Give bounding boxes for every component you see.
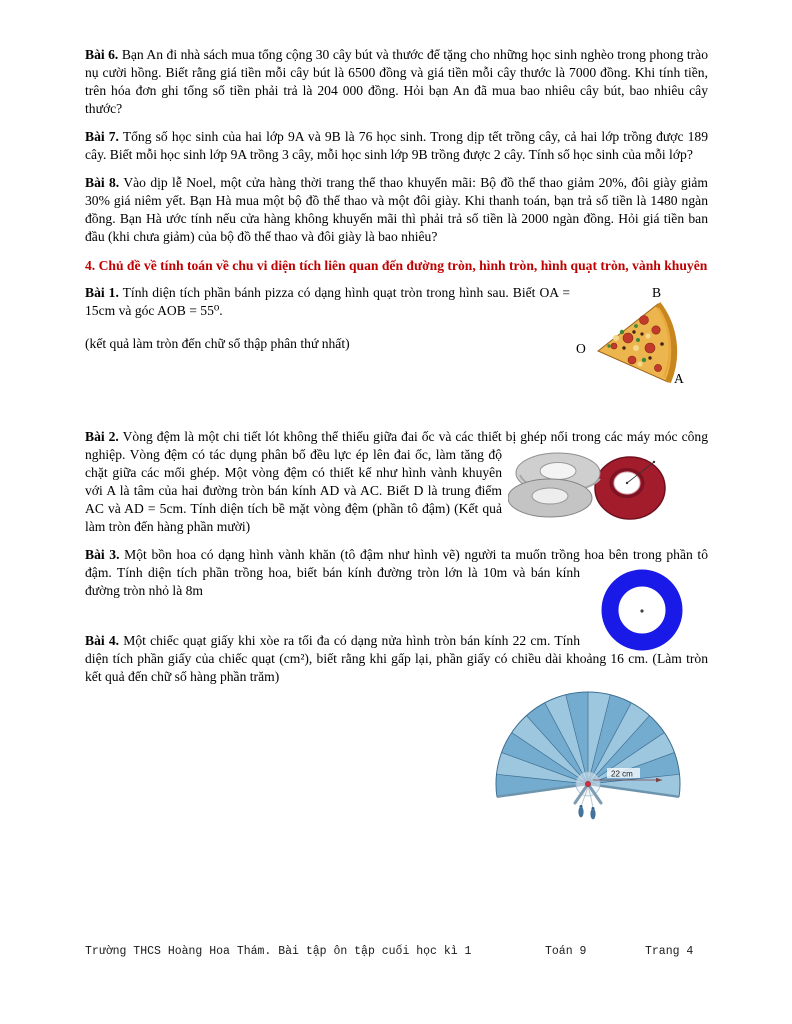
problem-bai-6	[85, 46, 708, 118]
problem-bai-4-label: Bài 4.	[85, 633, 120, 648]
problem-bai-7-label: Bài 7.	[85, 129, 119, 144]
annulus-image	[598, 566, 686, 654]
pizza-point-label-a: A	[674, 371, 684, 386]
fan-image	[490, 688, 686, 822]
washers-figure	[508, 448, 708, 522]
pizza-point-label-o: O	[576, 341, 586, 356]
problem-bai-2-text-intro: Vòng đệm là một chi tiết lót không thể thiếu giữa đai ốc và các thiết bị ghép nối trong các	[122, 429, 623, 444]
problem-bai-3-text-rest: trong phần tô đậm. Tính diện tích phần trồng hoa, biết bán kính đường tròn lớn là 10m và bán kính đường tròn nhỏ là 8m	[85, 547, 708, 598]
problem-bai-4-text: Một chiếc quạt giấy khi xòe ra tối đa có dạng nửa hình tròn bán kính 22 cm. Tính diện tích phần giấy của chiếc quạt (cm²), biết rằng khi gấp lại, phần giấy có chiều dài khoảng 16 cm. (Làm tròn kết quả đến chữ số hàng phần trăm)	[85, 633, 708, 684]
footer-school-text: Trường THCS Hoàng Hoa Thám. Bài tập ôn tập cuối học kì 1	[85, 945, 472, 958]
problem-bai-1	[85, 284, 708, 398]
pizza-slice-image	[578, 286, 708, 398]
pizza-figure	[578, 286, 708, 398]
footer-page-number: Trang 4	[645, 945, 694, 958]
annulus-figure	[586, 566, 708, 642]
problem-bai-2	[85, 428, 708, 536]
fan-pivot-rivet	[585, 781, 590, 786]
problem-bai-1-note: (kết quả làm tròn đến chữ số thập phân thứ nhất)	[85, 336, 350, 351]
problem-bai-8-text: Vào dịp lễ Noel, một cửa hàng thời trang thể thao khuyến mãi: Bộ đồ thể thao giảm 20%, đôi giày giảm 30% giá niêm yết. Bạn Hà mua một bộ đồ thể thao và một đôi giày. Khi thanh toán, bạn trả số tiền là 1480 ngàn đồng. Bạn Hà ước tính nếu cửa hàng không khuyến mãi thì phải trả số tiền là 2000 ngàn đồng. Hỏi giá tiền ban đầu (khi chưa giảm) của bộ đồ thể thao và đôi giày là bao nhiêu?	[85, 175, 709, 244]
problem-bai-2-text-rest: máy móc công nghiệp. Vòng đệm có tác dụng phân bố đều lực ép lên đai ốc, làm tăng độ chặt giữa các mối ghép. Một vòng đệm có thiết kế như hình vành khuyên với A là tâm của hai đường tròn bán kính AD và AC. Biết D là trung điểm AC và AD = 5cm. Tính diện tích bề mặt vòng đệm (phần tô đậm) (Kết quả làm tròn đến hàng phần mười)	[85, 429, 708, 534]
pizza-point-label-b: B	[652, 285, 662, 300]
problem-bai-8-label: Bài 8.	[85, 175, 120, 190]
problem-bai-6-text: Bạn An đi nhà sách mua tổng cộng 30 cây bút và thước để tặng cho những học sinh nghèo trong phong trào nụ cười hồng. Biết rằng giá tiền mỗi cây bút là 6500 đồng và giá tiền mỗi cây thước là 7000 đồng. Khi tính tiền, trên hóa đơn ghi tổng số tiền phải trả là 204 000 đồng. Hỏi bạn An đã mua bao nhiêu cây bút, bao nhiêu cây thước?	[85, 47, 708, 116]
fan-figure	[490, 688, 686, 822]
fan-measure-label: 22 cm	[611, 769, 633, 779]
problem-bai-1-label: Bài 1.	[85, 285, 119, 300]
problem-bai-3	[85, 546, 708, 626]
washers-image	[508, 448, 668, 522]
problem-bai-3-text-intro: Một bồn hoa có dạng hình vành khăn (tô đậm như hình vẽ) người ta muốn trồng hoa bên	[124, 547, 629, 562]
problem-bai-8	[85, 174, 708, 246]
problem-bai-6-label: Bài 6.	[85, 47, 119, 62]
page-content	[85, 46, 708, 822]
problem-bai-7-text: Tổng số học sinh của hai lớp 9A và 9B là 76 học sinh. Trong dịp tết trồng cây, cả hai lớp trồng được 189 cây. Biết mỗi học sinh lớp 9A trồng 3 cây, mỗi học sinh lớp 9B trồng được 2 cây. Tính số học sinh của mỗi lớp?	[85, 129, 708, 162]
problem-bai-7	[85, 128, 708, 164]
footer-subject-text: Toán 9	[545, 945, 587, 958]
page-footer	[85, 943, 725, 959]
problem-bai-2-label: Bài 2.	[85, 429, 119, 444]
section-heading: 4. Chủ đề về tính toán về chu vi diện tích liên quan đến đường tròn, hình tròn, hình quạt tròn, vành khuyên	[85, 258, 708, 273]
problem-bai-3-label: Bài 3.	[85, 547, 120, 562]
problem-bai-1-text: Tính diện tích phần bánh pizza có dạng hình quạt tròn trong hình sau. Biết OA = 15cm và góc AOB = 55⁰.	[85, 285, 570, 318]
